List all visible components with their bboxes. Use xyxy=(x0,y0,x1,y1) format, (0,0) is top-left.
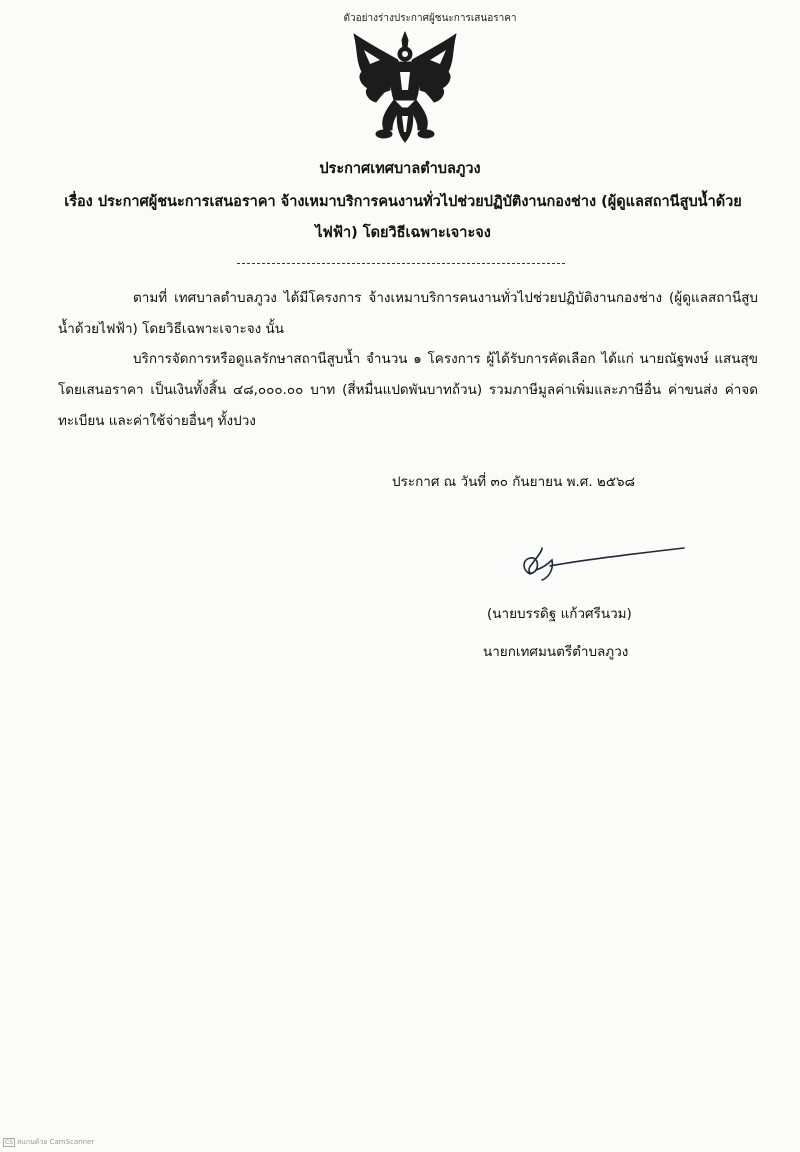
scanner-badge: CS xyxy=(5,1139,13,1146)
scanner-text: สแกนด้วย CamScanner xyxy=(17,1138,95,1146)
signer-name: (นายบรรดิฐ แก้วศรีนวม) xyxy=(487,606,632,622)
draft-note: ตัวอย่างร่างประกาศผู้ชนะการเสนอราคา xyxy=(343,13,517,24)
signer-position: นายกเทศมนตรีตำบลภูวง xyxy=(483,644,629,660)
body-paragraph-1: ตามที่ เทศบาลตำบลภูวง ได้มีโครงการ จ้างเหมาบริการคนงานทั่วไปช่วยปฏิบัติงานกองช่าง (ผู้ดูแลสถานีสูบน้ำด้วยไฟฟ้า) โดยวิธีเฉพาะเจาะจง นั้น xyxy=(58,290,758,337)
handwritten-signature xyxy=(512,540,692,585)
announcement-subject: เรื่อง ประกาศผู้ชนะการเสนอราคา จ้างเหมาบริการคนงานทั่วไปช่วยปฏิบัติงานกองช่าง (ผู้ดูแลสถานีสูบน้ำด้วยไฟฟ้า) โดยวิธีเฉพาะเจาะจง xyxy=(64,194,742,241)
scanner-watermark xyxy=(3,1137,94,1148)
announcement-date: ประกาศ ณ วันที่ ๓๐ กันยายน พ.ศ. ๒๕๖๘ xyxy=(392,474,636,490)
announcement-title: ประกาศเทศบาลตำบลภูวง xyxy=(319,161,481,177)
garuda-emblem xyxy=(350,30,460,145)
divider-line xyxy=(237,263,565,264)
body-paragraph-2: บริการจัดการหรือดูแลรักษาสถานีสูบน้ำ จำนวน ๑ โครงการ ผู้ได้รับการคัดเลือก ได้แก่ นายณัฐพงษ์ แสนสุข โดยเสนอราคา เป็นเงินทั้งสิ้น ๔๘,๐๐๐.๐๐ บาท (สี่หมื่นแปดพันบาทถ้วน) รวมภาษีมูลค่าเพิ่มและภาษีอื่น ค่าขนส่ง ค่าจดทะเบียน และค่าใช้จ่ายอื่นๆ ทั้งปวง xyxy=(58,351,758,429)
